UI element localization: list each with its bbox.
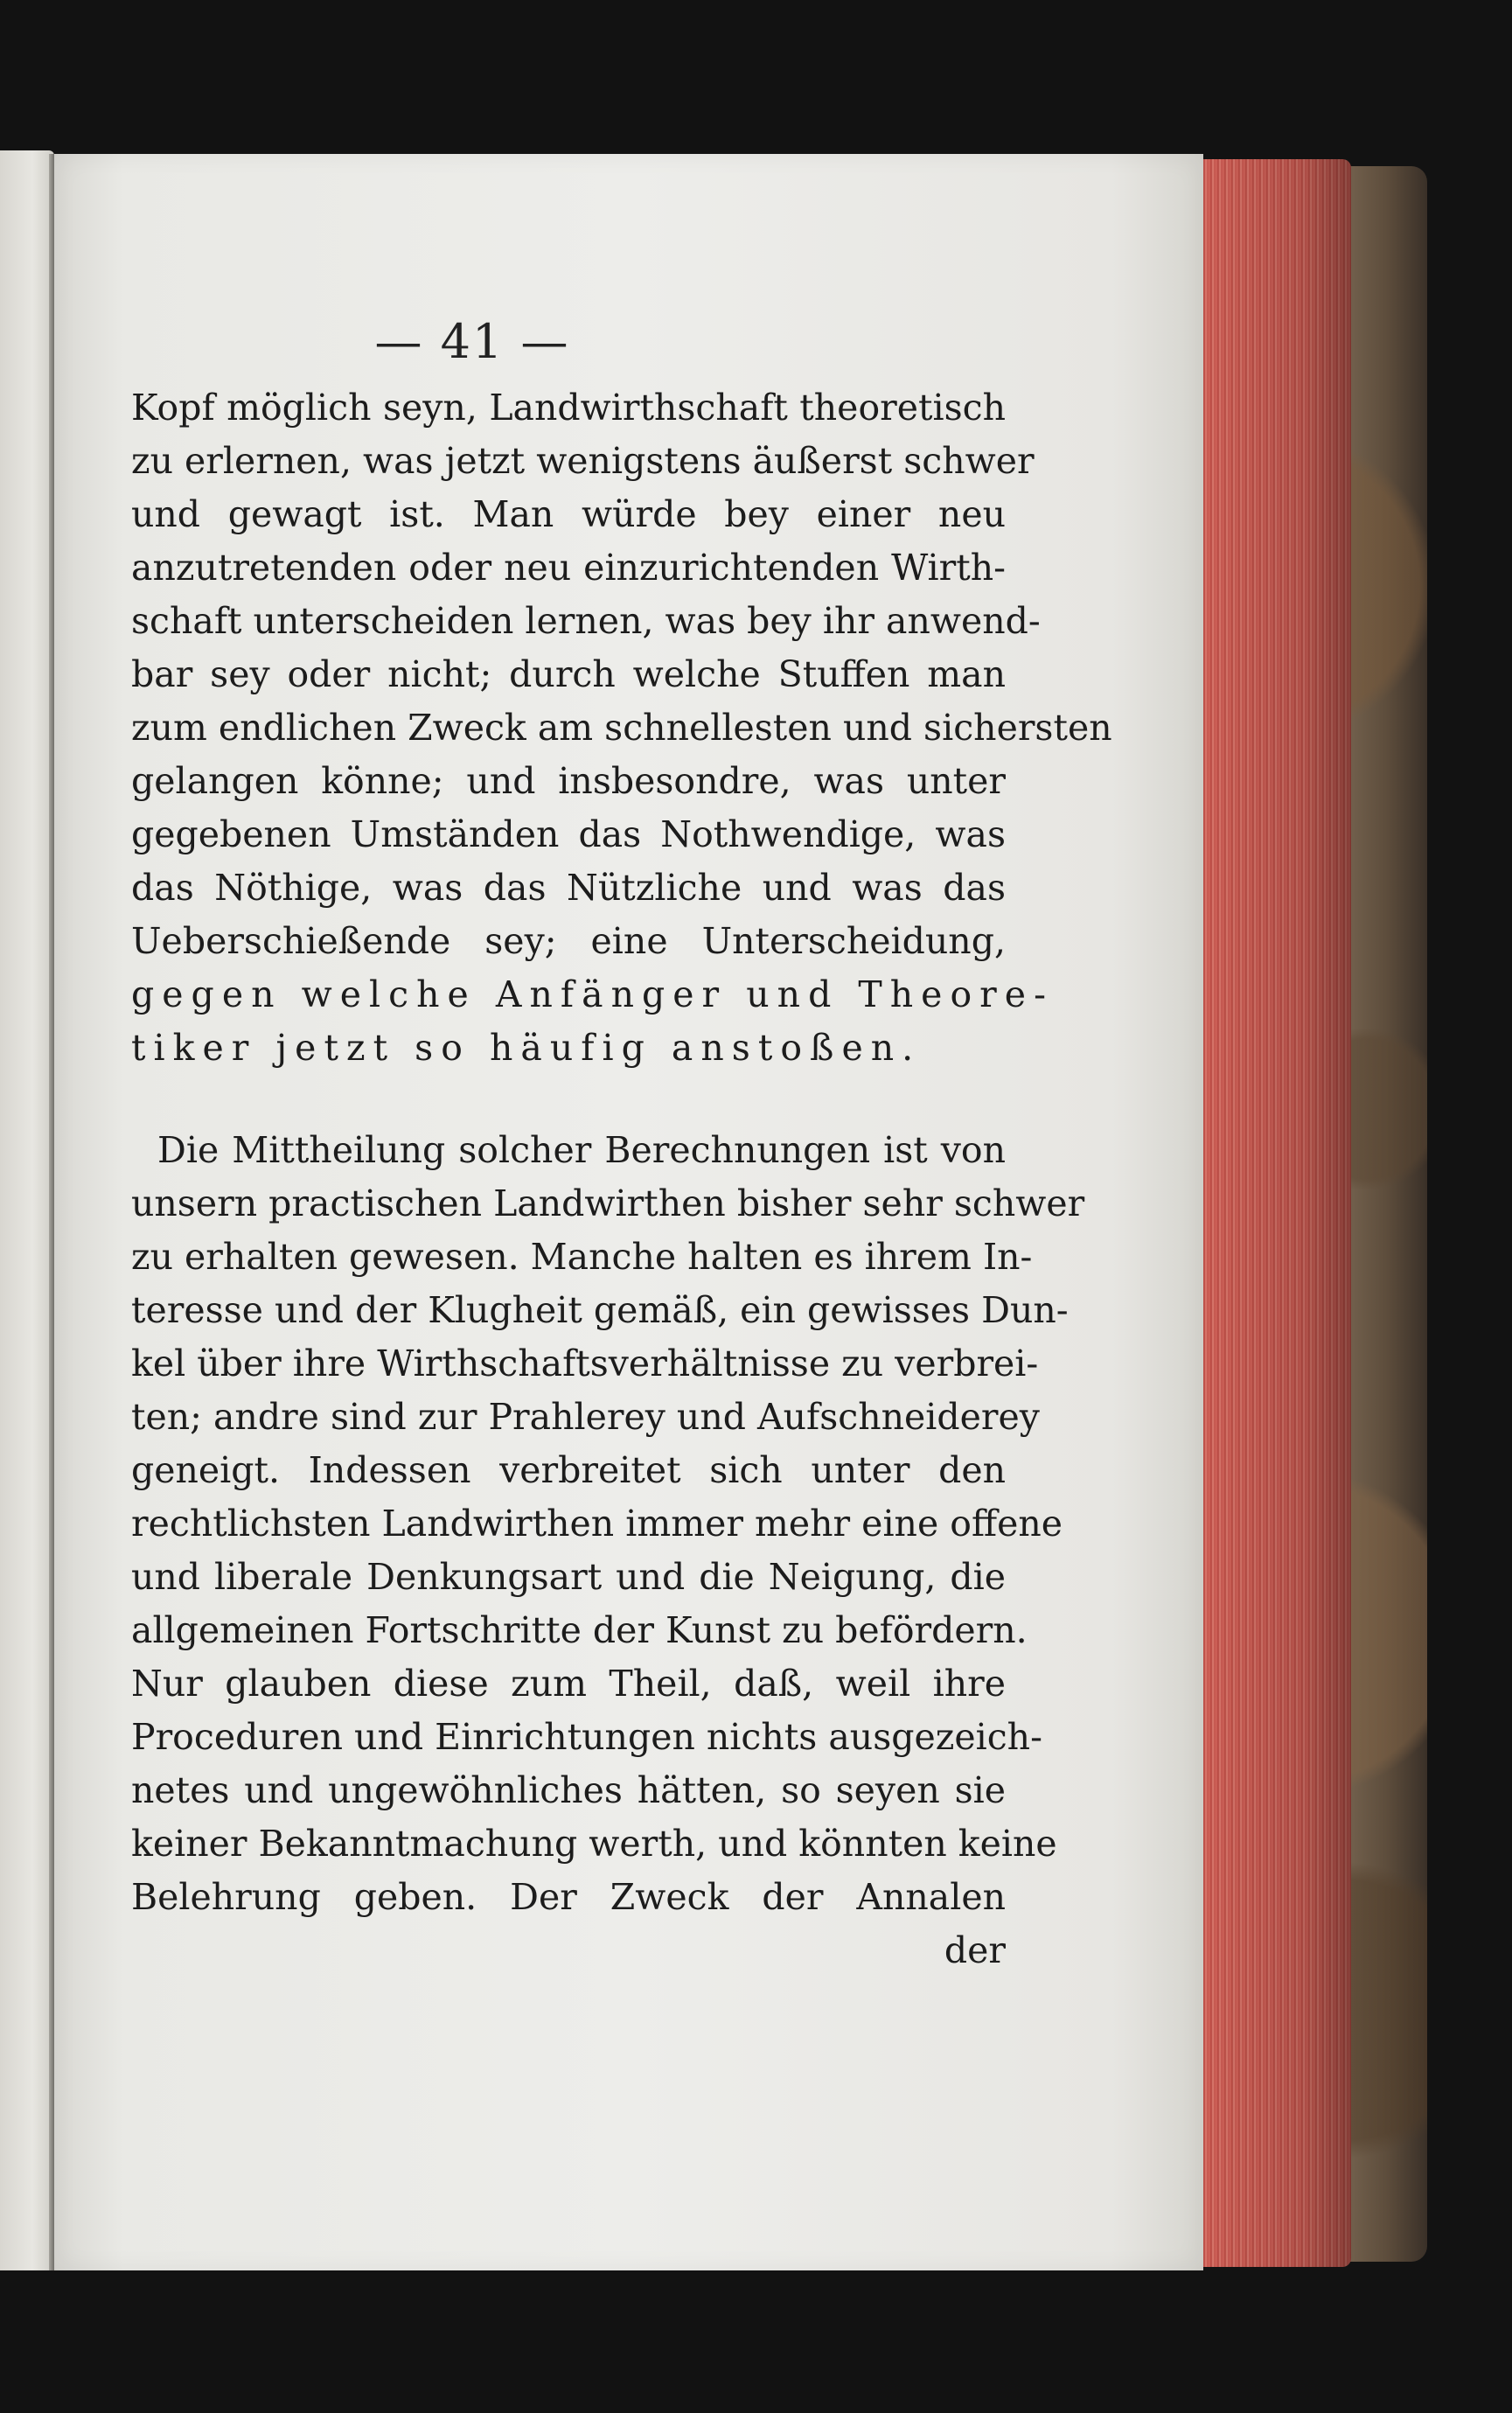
text-line: unsern practischen Landwirthen bisher sehr schwer <box>131 1182 1085 1224</box>
page-text-block <box>131 303 1112 1977</box>
text-line: Ueberschießende sey; eine Unterscheidung, <box>131 920 1006 962</box>
text-line: gegebenen Umständen das Nothwendige, was <box>131 813 1006 855</box>
text-line: anzutretenden oder neu einzurichtenden Wirth- <box>131 547 1006 589</box>
text-line: Nur glauben diese zum Theil, daß, weil ihre <box>131 1663 1006 1705</box>
text-line: schaft unterscheiden lernen, was bey ihr anwend- <box>131 600 1041 642</box>
facing-page-edge <box>0 150 54 2270</box>
paragraph-1 <box>131 381 1112 1075</box>
page-number-header: — 41 — <box>374 314 570 369</box>
text-line: Kopf möglich seyn, Landwirthschaft theoretisch <box>131 387 1006 429</box>
catchword: der <box>944 1929 1006 1971</box>
text-line: Proceduren und Einrichtungen nichts ausgezeich- <box>131 1716 1042 1758</box>
text-line: und liberale Denkungsart und die Neigung, die <box>131 1556 1006 1598</box>
text-line: zu erlernen, was jetzt wenigstens äußerst schwer <box>131 440 1035 482</box>
text-line: zum endlichen Zweck am schnellesten und sichersten <box>131 707 1112 749</box>
text-line: kel über ihre Wirthschaftsverhältnisse zu verbrei- <box>131 1342 1039 1384</box>
page-edges-shadow <box>1194 159 1351 2267</box>
text-line: geneigt. Indessen verbreitet sich unter den <box>131 1449 1006 1491</box>
text-line: und gewagt ist. Man würde bey einer neu <box>131 493 1006 535</box>
text-line: zu erhalten gewesen. Manche halten es ihrem In- <box>131 1236 1033 1278</box>
book-page <box>54 154 1203 2270</box>
paragraph-2 <box>131 1124 1085 1924</box>
text-line: teresse und der Klugheit gemäß, ein gewisses Dun- <box>131 1289 1069 1331</box>
text-line: ten; andre sind zur Prahlerey und Aufschneiderey <box>131 1396 1040 1438</box>
text-line: rechtlichsten Landwirthen immer mehr eine offene <box>131 1503 1063 1545</box>
text-line: Die Mittheilung solcher Berechnungen ist von <box>157 1129 1006 1171</box>
text-line: allgemeinen Fortschritte der Kunst zu befördern. <box>131 1609 1028 1651</box>
text-line: gelangen könne; und insbesondre, was unter <box>131 760 1006 802</box>
text-line: bar sey oder nicht; durch welche Stuffen man <box>131 653 1006 695</box>
text-line-spaced: tiker jetzt so häufig anstoßen. <box>131 1027 922 1069</box>
text-line: Belehrung geben. Der Zweck der Annalen <box>131 1876 1006 1918</box>
text-line: keiner Bekanntmachung werth, und könnten keine <box>131 1823 1057 1865</box>
text-line: netes und ungewöhnliches hätten, so seyen sie <box>131 1769 1006 1811</box>
text-line-spaced: gegen welche Anfänger und Theore- <box>131 973 1054 1015</box>
text-line: das Nöthige, was das Nützliche und was das <box>131 867 1006 909</box>
